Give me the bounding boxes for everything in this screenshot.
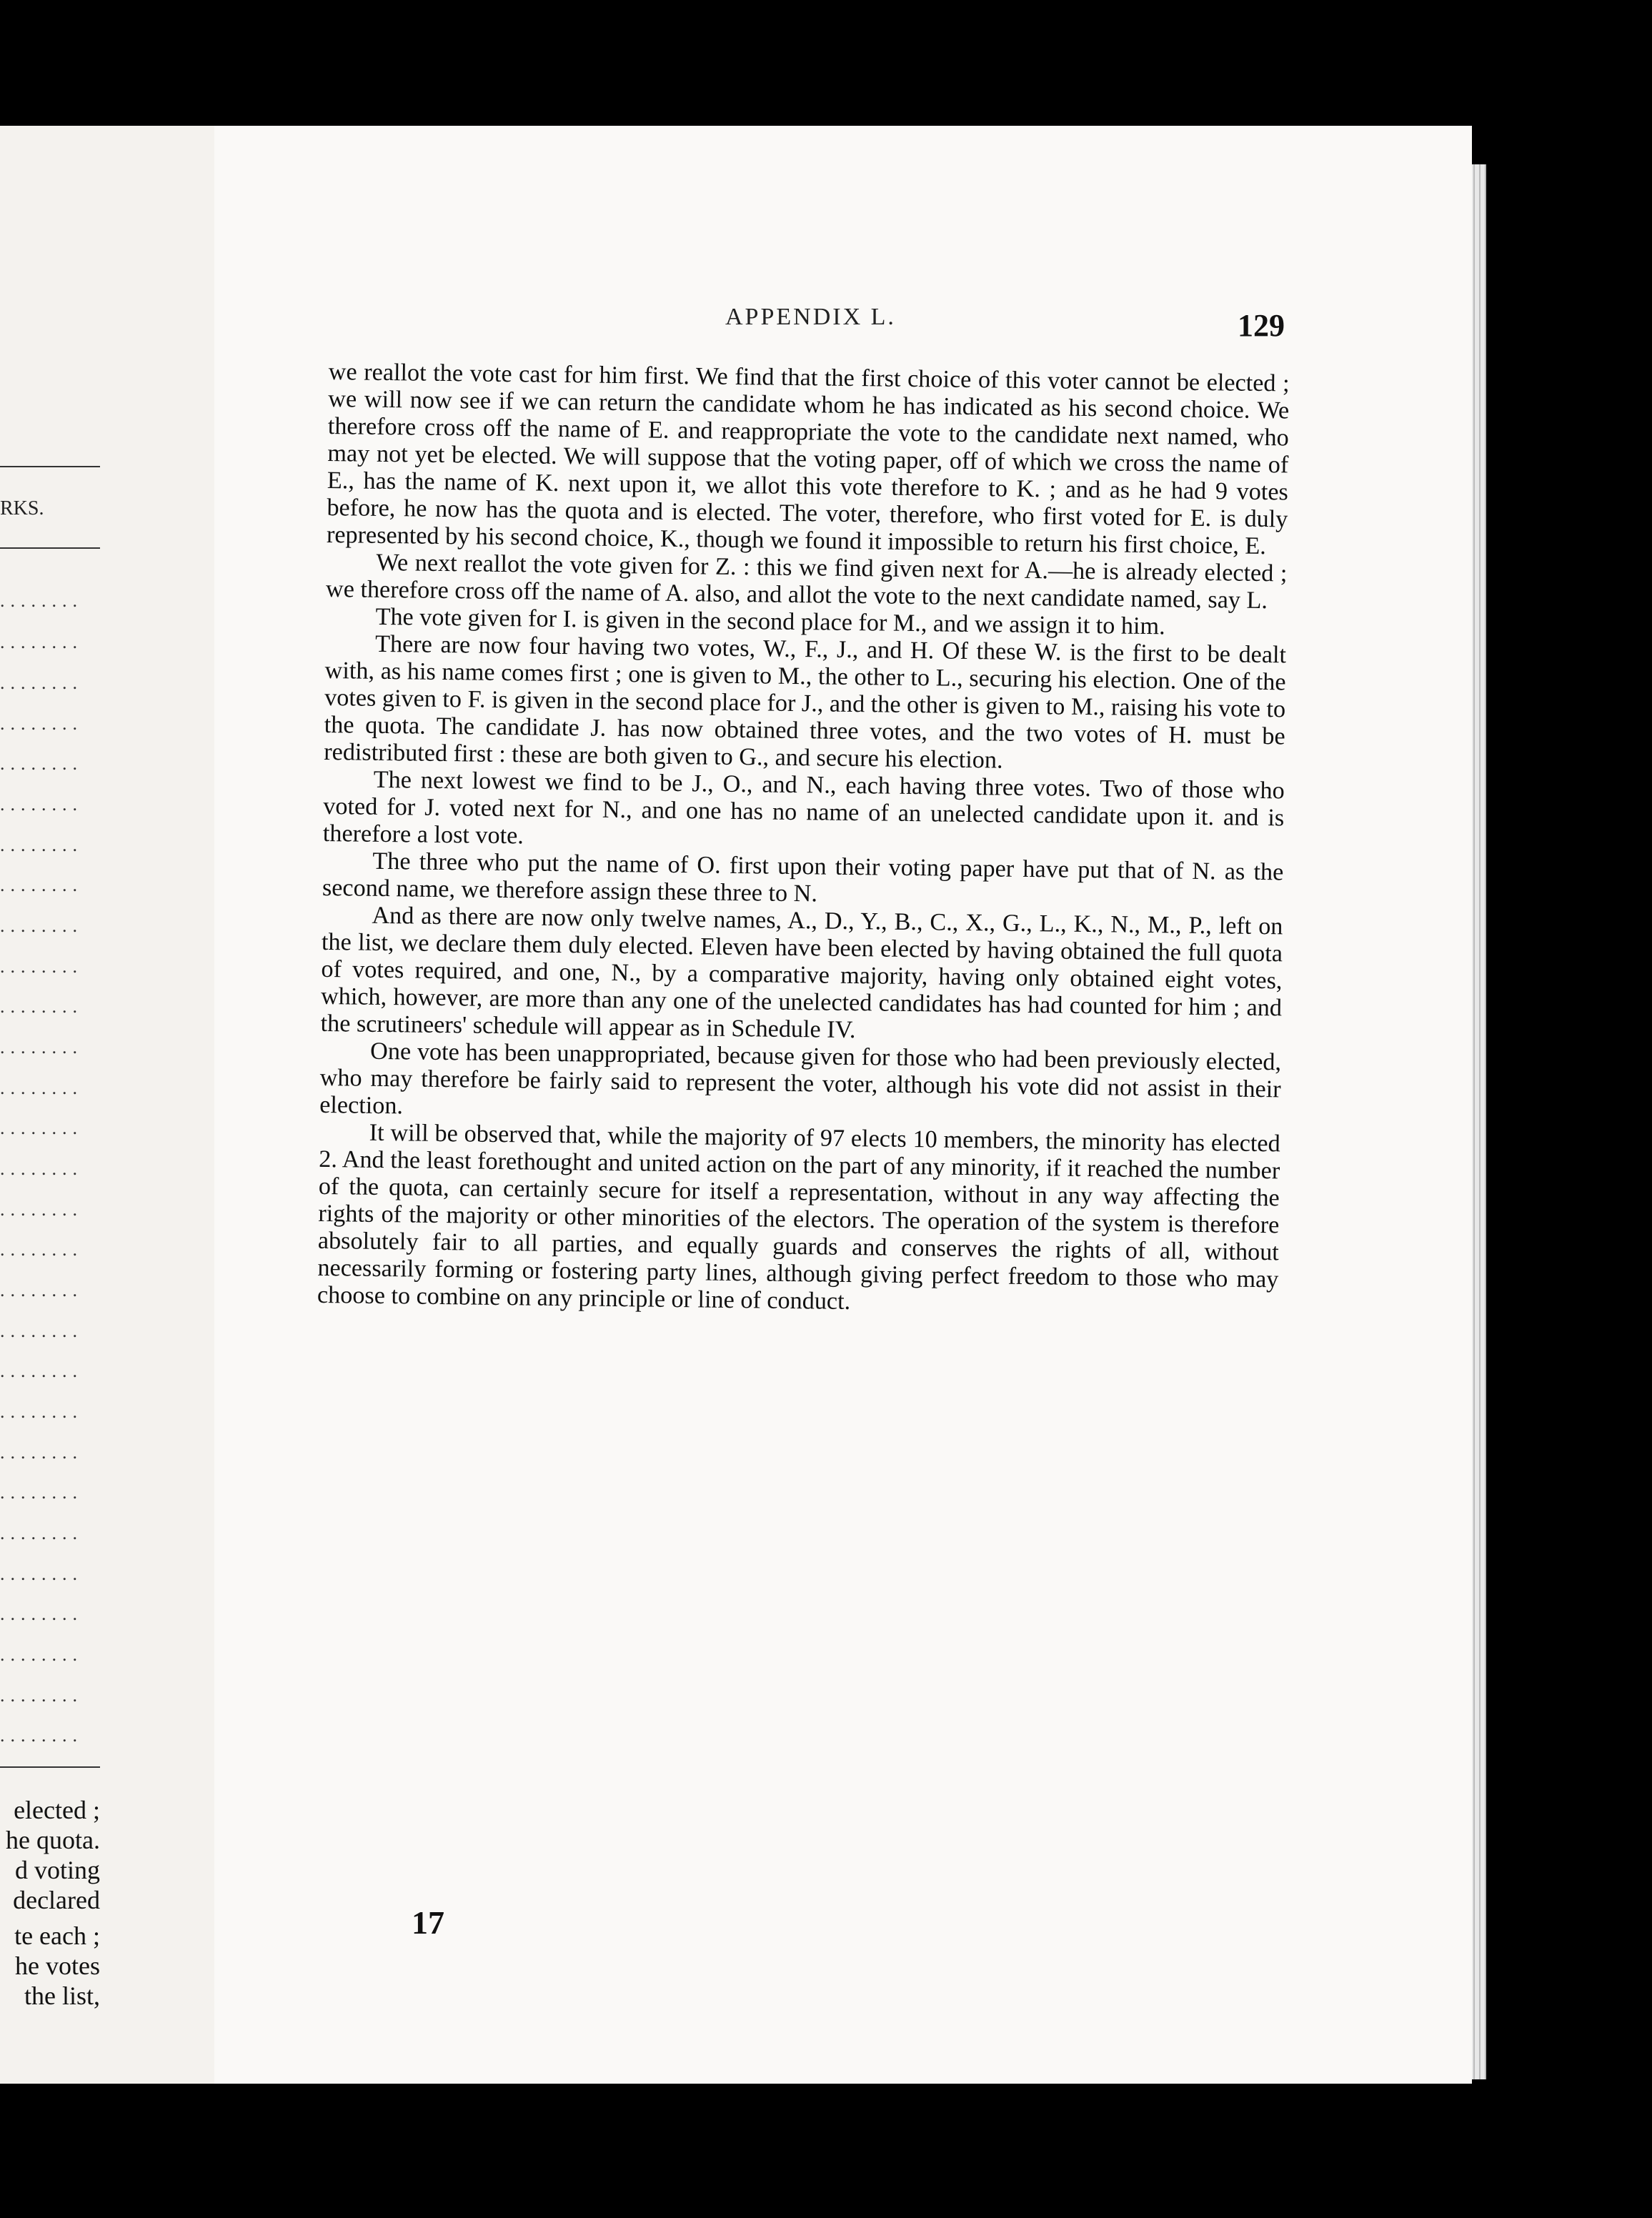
leader-dots: ........ bbox=[0, 1321, 83, 1341]
leader-dots: ........ bbox=[0, 794, 83, 815]
page-number: 129 bbox=[1238, 308, 1285, 343]
leader-dots: ........ bbox=[0, 1603, 83, 1624]
left-text-line: elected ; bbox=[14, 1796, 100, 1824]
left-text-block-2 bbox=[14, 1921, 100, 2011]
leader-dots: ........ bbox=[0, 1523, 83, 1543]
leader-dots: ........ bbox=[0, 1725, 83, 1746]
left-text-line: d voting bbox=[14, 1856, 100, 1884]
leader-dots: ........ bbox=[0, 632, 83, 652]
running-head: APPENDIX L. bbox=[725, 304, 896, 330]
leader-dots: ........ bbox=[0, 1239, 83, 1260]
divider bbox=[0, 547, 100, 549]
left-text-line: te each ; bbox=[14, 1921, 100, 1950]
paragraph: The vote given for I. is given in the second place for M., and we assign it to him. bbox=[375, 603, 1165, 640]
leader-dots: ........ bbox=[0, 1361, 83, 1381]
left-page bbox=[0, 126, 220, 2084]
leader-dots: ........ bbox=[0, 590, 83, 611]
leader-dots: ........ bbox=[0, 1644, 83, 1665]
leader-dots: ........ bbox=[0, 1442, 83, 1463]
leader-dots: ........ bbox=[0, 1563, 83, 1584]
left-text-line: declared bbox=[13, 1886, 100, 1914]
leader-dots: ........ bbox=[0, 915, 83, 936]
paragraph: The three who put the name of O. first upon their voting paper have put that of N. as the second name, we therefore assign these three to N. bbox=[322, 847, 1284, 907]
body-text bbox=[317, 359, 1290, 1321]
paragraph: One vote has been unappropriated, because given for those who had been previously elected, who may therefore be fairly said to represent the voter, although his vote did not assist in their election. bbox=[319, 1038, 1282, 1120]
leader-dots: ........ bbox=[0, 1401, 83, 1422]
leader-dots: ........ bbox=[0, 753, 83, 774]
paragraph: It will be observed that, while the majority of 97 elects 10 members, the minority has elected 2. And the least forethought and united action on the part of any minority, if it reached the number of the quota, can certainly secure for itself a representation, without in any way affecting the rights of the majority or other minorities of the electors. The operation of the system is therefore absolutely fair to all parties, and equally guards and conserves the rights of all, without necessarily forming or fostering party lines, although giving perfect freedom to those who may choose to combine on any principle or line of conduct. bbox=[317, 1119, 1280, 1316]
paragraph: There are now four having two votes, W., F., J., and H. Of these W. is the first to be dealt with, as his name comes first ; one is given to M., the other to L., securing his election. One of the votes given to F. is given in the second place for J., and the other is given to M., raising his vote to the quota. The candidate J. has now obtained three votes, and the two votes of H. must be redistributed first : these are both given to G., and secure his election. bbox=[324, 630, 1287, 774]
signature-mark: 17 bbox=[412, 1904, 444, 1941]
leader-dots: ........ bbox=[0, 1482, 83, 1503]
left-text-block-1 bbox=[6, 1795, 100, 1915]
leader-dots: ........ bbox=[0, 713, 83, 734]
paragraph: we reallot the vote cast for him first. We find that the first choice of this voter cannot be elected ; we will now see if we can return the candidate whom he has indicated as his second choice. We therefore cross off the name of E. and reappropriate the vote to the candidate next named, who may not yet be elected. We will suppose that the voting paper, off of which we cross the name of E., has the name of K. next upon it, we allot this vote therefore to K. ; and as he had 9 votes before, he now has the quota and is elected. The voter, therefore, who first voted for E. is duly represented by his second choice, K., though we found it impossible to return his first choice, E. bbox=[326, 359, 1290, 560]
paragraph: And as there are now only twelve names, A., D., Y., B., C., X., G., L., K., N., M., P., left on the list, we declare them duly elected. Eleven have been elected by having obtained the full quota of votes required, and one, N., by a comparative majority, having only obtained eight votes, which, however, are more than any one of the unelected candidates has had counted for him ; and the scrutineers' schedule will appear as in Schedule IV. bbox=[320, 902, 1283, 1044]
leader-dots: ........ bbox=[0, 996, 83, 1017]
paragraph: We next reallot the vote given for Z. : this we find given next for A.—he is already elected ; we therefore cross off the name of A. also, and allot the vote to the next candidate named, say L. bbox=[325, 549, 1288, 615]
leader-dots: ........ bbox=[0, 835, 83, 855]
leader-dots: ........ bbox=[0, 1078, 83, 1098]
leader-dots: ........ bbox=[0, 1118, 83, 1138]
paragraph: The next lowest we find to be J., O., and N., each having three votes. Two of those who voted for J. voted next for N., and one has no name of an unelected candidate upon it. and is therefore a lost vote. bbox=[322, 766, 1285, 850]
leader-dots: ........ bbox=[0, 1280, 83, 1301]
left-text-line: he votes bbox=[15, 1951, 100, 1980]
leader-dots: ........ bbox=[0, 1037, 83, 1058]
divider bbox=[0, 1766, 100, 1768]
divider bbox=[0, 466, 100, 467]
left-header-fragment: RKS. bbox=[0, 497, 44, 519]
leader-dots: ........ bbox=[0, 875, 83, 895]
leader-dots: ........ bbox=[0, 956, 83, 977]
leader-dots: ........ bbox=[0, 1158, 83, 1179]
left-text-line: the list, bbox=[24, 1981, 100, 2010]
left-text-line: he quota. bbox=[6, 1826, 100, 1854]
leader-dots: ........ bbox=[0, 672, 83, 693]
leader-dots: ........ bbox=[0, 1685, 83, 1706]
leader-dots: ........ bbox=[0, 1199, 83, 1220]
